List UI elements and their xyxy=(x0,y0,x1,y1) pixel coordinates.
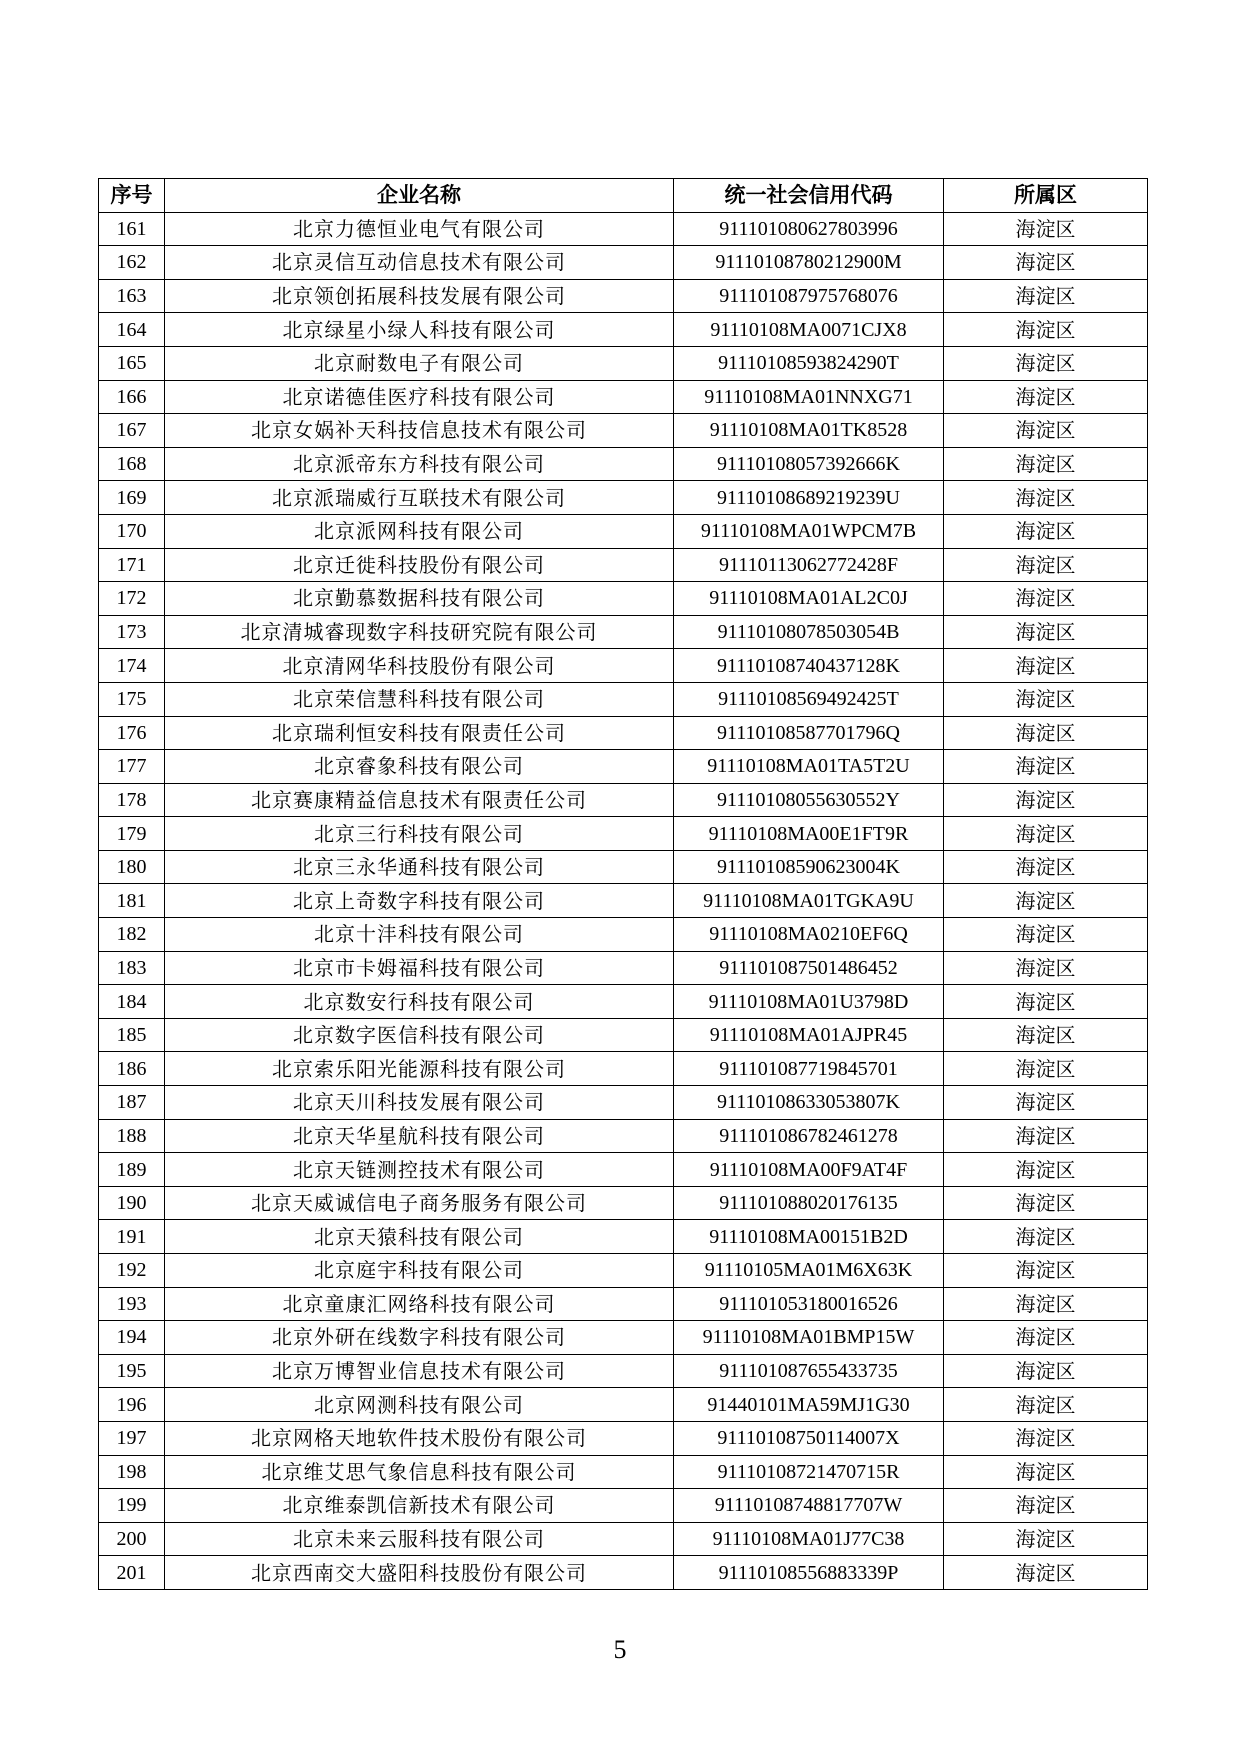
serial-cell: 194 xyxy=(99,1321,165,1355)
serial-cell: 178 xyxy=(99,783,165,817)
district-cell: 海淀区 xyxy=(944,1556,1148,1590)
district-cell: 海淀区 xyxy=(944,1489,1148,1523)
table-row xyxy=(99,1421,1148,1455)
header-credit-code: 统一社会信用代码 xyxy=(674,179,944,213)
table-row xyxy=(99,1119,1148,1153)
company-name-cell: 北京清网华科技股份有限公司 xyxy=(165,649,674,683)
company-name-cell: 北京三永华通科技有限公司 xyxy=(165,850,674,884)
company-name-cell: 北京庭宇科技有限公司 xyxy=(165,1254,674,1288)
serial-cell: 186 xyxy=(99,1052,165,1086)
company-name-cell: 北京天川科技发展有限公司 xyxy=(165,1086,674,1120)
credit-code-cell: 911101088020176135 xyxy=(674,1186,944,1220)
company-name-cell: 北京赛康精益信息技术有限责任公司 xyxy=(165,783,674,817)
table-row xyxy=(99,1086,1148,1120)
district-cell: 海淀区 xyxy=(944,346,1148,380)
district-cell: 海淀区 xyxy=(944,1086,1148,1120)
table-row xyxy=(99,1153,1148,1187)
company-name-cell: 北京领创拓展科技发展有限公司 xyxy=(165,279,674,313)
district-cell: 海淀区 xyxy=(944,985,1148,1019)
district-cell: 海淀区 xyxy=(944,212,1148,246)
table-header-row xyxy=(99,179,1148,213)
district-cell: 海淀区 xyxy=(944,884,1148,918)
table-row xyxy=(99,1052,1148,1086)
serial-cell: 163 xyxy=(99,279,165,313)
credit-code-cell: 91110105MA01M6X63K xyxy=(674,1254,944,1288)
table-row xyxy=(99,313,1148,347)
credit-code-cell: 91110108057392666K xyxy=(674,447,944,481)
company-name-cell: 北京派网科技有限公司 xyxy=(165,514,674,548)
company-name-cell: 北京市卡姆福科技有限公司 xyxy=(165,951,674,985)
district-cell: 海淀区 xyxy=(944,918,1148,952)
district-cell: 海淀区 xyxy=(944,481,1148,515)
company-name-cell: 北京迁徙科技股份有限公司 xyxy=(165,548,674,582)
table-row xyxy=(99,1354,1148,1388)
district-cell: 海淀区 xyxy=(944,682,1148,716)
serial-cell: 174 xyxy=(99,649,165,683)
serial-cell: 170 xyxy=(99,514,165,548)
serial-cell: 198 xyxy=(99,1455,165,1489)
table-row xyxy=(99,414,1148,448)
table-row xyxy=(99,1388,1148,1422)
serial-cell: 187 xyxy=(99,1086,165,1120)
table-row xyxy=(99,918,1148,952)
credit-code-cell: 91110108689219239U xyxy=(674,481,944,515)
credit-code-cell: 91110108MA01AL2C0J xyxy=(674,582,944,616)
table-row xyxy=(99,817,1148,851)
credit-code-cell: 91110108593824290T xyxy=(674,346,944,380)
serial-cell: 161 xyxy=(99,212,165,246)
district-cell: 海淀区 xyxy=(944,850,1148,884)
district-cell: 海淀区 xyxy=(944,1522,1148,1556)
company-name-cell: 北京灵信互动信息技术有限公司 xyxy=(165,246,674,280)
serial-cell: 189 xyxy=(99,1153,165,1187)
table-row xyxy=(99,548,1148,582)
credit-code-cell: 91110108587701796Q xyxy=(674,716,944,750)
district-cell: 海淀区 xyxy=(944,313,1148,347)
district-cell: 海淀区 xyxy=(944,1421,1148,1455)
table-row xyxy=(99,682,1148,716)
district-cell: 海淀区 xyxy=(944,1321,1148,1355)
table-row xyxy=(99,783,1148,817)
district-cell: 海淀区 xyxy=(944,1220,1148,1254)
company-name-cell: 北京网测科技有限公司 xyxy=(165,1388,674,1422)
table-row xyxy=(99,884,1148,918)
district-cell: 海淀区 xyxy=(944,649,1148,683)
serial-cell: 183 xyxy=(99,951,165,985)
serial-cell: 197 xyxy=(99,1421,165,1455)
serial-cell: 172 xyxy=(99,582,165,616)
credit-code-cell: 91110108MA0071CJX8 xyxy=(674,313,944,347)
company-name-cell: 北京索乐阳光能源科技有限公司 xyxy=(165,1052,674,1086)
district-cell: 海淀区 xyxy=(944,380,1148,414)
header-company-name: 企业名称 xyxy=(165,179,674,213)
table-row xyxy=(99,951,1148,985)
serial-cell: 175 xyxy=(99,682,165,716)
serial-cell: 180 xyxy=(99,850,165,884)
serial-cell: 182 xyxy=(99,918,165,952)
credit-code-cell: 911101087719845701 xyxy=(674,1052,944,1086)
serial-cell: 164 xyxy=(99,313,165,347)
table-row xyxy=(99,1522,1148,1556)
district-cell: 海淀区 xyxy=(944,548,1148,582)
table-row xyxy=(99,1321,1148,1355)
credit-code-cell: 911101053180016526 xyxy=(674,1287,944,1321)
credit-code-cell: 911101086782461278 xyxy=(674,1119,944,1153)
credit-code-cell: 91110108780212900M xyxy=(674,246,944,280)
table-row xyxy=(99,649,1148,683)
credit-code-cell: 911101080627803996 xyxy=(674,212,944,246)
district-cell: 海淀区 xyxy=(944,1186,1148,1220)
district-cell: 海淀区 xyxy=(944,750,1148,784)
header-district: 所属区 xyxy=(944,179,1148,213)
table-body xyxy=(99,212,1148,1589)
district-cell: 海淀区 xyxy=(944,582,1148,616)
district-cell: 海淀区 xyxy=(944,514,1148,548)
credit-code-cell: 911101087975768076 xyxy=(674,279,944,313)
serial-cell: 176 xyxy=(99,716,165,750)
company-name-cell: 北京耐数电子有限公司 xyxy=(165,346,674,380)
district-cell: 海淀区 xyxy=(944,279,1148,313)
credit-code-cell: 91110108055630552Y xyxy=(674,783,944,817)
serial-cell: 165 xyxy=(99,346,165,380)
district-cell: 海淀区 xyxy=(944,1254,1148,1288)
credit-code-cell: 91110108MA01WPCM7B xyxy=(674,514,944,548)
serial-cell: 167 xyxy=(99,414,165,448)
company-name-cell: 北京上奇数字科技有限公司 xyxy=(165,884,674,918)
credit-code-cell: 91110108740437128K xyxy=(674,649,944,683)
company-name-cell: 北京派帝东方科技有限公司 xyxy=(165,447,674,481)
company-name-cell: 北京荣信慧科科技有限公司 xyxy=(165,682,674,716)
table-row xyxy=(99,1220,1148,1254)
serial-cell: 185 xyxy=(99,1018,165,1052)
district-cell: 海淀区 xyxy=(944,716,1148,750)
company-name-cell: 北京勤慕数据科技有限公司 xyxy=(165,582,674,616)
district-cell: 海淀区 xyxy=(944,817,1148,851)
company-name-cell: 北京派瑞威行互联技术有限公司 xyxy=(165,481,674,515)
company-name-cell: 北京天华星航科技有限公司 xyxy=(165,1119,674,1153)
company-name-cell: 北京西南交大盛阳科技股份有限公司 xyxy=(165,1556,674,1590)
credit-code-cell: 91110108556883339P xyxy=(674,1556,944,1590)
serial-cell: 191 xyxy=(99,1220,165,1254)
serial-cell: 201 xyxy=(99,1556,165,1590)
credit-code-cell: 91110108MA01TK8528 xyxy=(674,414,944,448)
credit-code-cell: 91110108750114007X xyxy=(674,1421,944,1455)
serial-cell: 181 xyxy=(99,884,165,918)
credit-code-cell: 91110108MA01AJPR45 xyxy=(674,1018,944,1052)
serial-cell: 190 xyxy=(99,1186,165,1220)
district-cell: 海淀区 xyxy=(944,1119,1148,1153)
table-row xyxy=(99,615,1148,649)
credit-code-cell: 91110108MA01J77C38 xyxy=(674,1522,944,1556)
company-name-cell: 北京童康汇网络科技有限公司 xyxy=(165,1287,674,1321)
serial-cell: 179 xyxy=(99,817,165,851)
table-row xyxy=(99,716,1148,750)
district-cell: 海淀区 xyxy=(944,1455,1148,1489)
district-cell: 海淀区 xyxy=(944,1287,1148,1321)
credit-code-cell: 91110108MA01U3798D xyxy=(674,985,944,1019)
credit-code-cell: 91440101MA59MJ1G30 xyxy=(674,1388,944,1422)
serial-cell: 193 xyxy=(99,1287,165,1321)
company-name-cell: 北京万博智业信息技术有限公司 xyxy=(165,1354,674,1388)
serial-cell: 195 xyxy=(99,1354,165,1388)
credit-code-cell: 91110108721470715R xyxy=(674,1455,944,1489)
table-row xyxy=(99,447,1148,481)
credit-code-cell: 91110108748817707W xyxy=(674,1489,944,1523)
district-cell: 海淀区 xyxy=(944,783,1148,817)
table-row xyxy=(99,212,1148,246)
company-name-cell: 北京十沣科技有限公司 xyxy=(165,918,674,952)
credit-code-cell: 91110108078503054B xyxy=(674,615,944,649)
credit-code-cell: 911101087655433735 xyxy=(674,1354,944,1388)
district-cell: 海淀区 xyxy=(944,414,1148,448)
company-name-cell: 北京三行科技有限公司 xyxy=(165,817,674,851)
company-name-cell: 北京睿象科技有限公司 xyxy=(165,750,674,784)
credit-code-cell: 91110108MA01BMP15W xyxy=(674,1321,944,1355)
credit-code-cell: 91110108MA00E1FT9R xyxy=(674,817,944,851)
district-cell: 海淀区 xyxy=(944,246,1148,280)
district-cell: 海淀区 xyxy=(944,1153,1148,1187)
serial-cell: 173 xyxy=(99,615,165,649)
table-row xyxy=(99,1287,1148,1321)
credit-code-cell: 91110108MA01TGKA9U xyxy=(674,884,944,918)
credit-code-cell: 911101087501486452 xyxy=(674,951,944,985)
serial-cell: 162 xyxy=(99,246,165,280)
table-row xyxy=(99,1455,1148,1489)
table-row xyxy=(99,1018,1148,1052)
company-name-cell: 北京瑞利恒安科技有限责任公司 xyxy=(165,716,674,750)
table-row xyxy=(99,985,1148,1019)
serial-cell: 184 xyxy=(99,985,165,1019)
company-name-cell: 北京网格天地软件技术股份有限公司 xyxy=(165,1421,674,1455)
serial-cell: 169 xyxy=(99,481,165,515)
credit-code-cell: 91110108633053807K xyxy=(674,1086,944,1120)
credit-code-cell: 91110108MA00F9AT4F xyxy=(674,1153,944,1187)
company-name-cell: 北京未来云服科技有限公司 xyxy=(165,1522,674,1556)
company-name-cell: 北京诺德佳医疗科技有限公司 xyxy=(165,380,674,414)
serial-cell: 188 xyxy=(99,1119,165,1153)
district-cell: 海淀区 xyxy=(944,1388,1148,1422)
credit-code-cell: 91110113062772428F xyxy=(674,548,944,582)
district-cell: 海淀区 xyxy=(944,615,1148,649)
credit-code-cell: 91110108MA0210EF6Q xyxy=(674,918,944,952)
company-name-cell: 北京天猿科技有限公司 xyxy=(165,1220,674,1254)
serial-cell: 168 xyxy=(99,447,165,481)
serial-cell: 166 xyxy=(99,380,165,414)
table-row xyxy=(99,1489,1148,1523)
district-cell: 海淀区 xyxy=(944,1354,1148,1388)
district-cell: 海淀区 xyxy=(944,447,1148,481)
table-row xyxy=(99,246,1148,280)
enterprise-table xyxy=(98,178,1148,1590)
company-name-cell: 北京外研在线数字科技有限公司 xyxy=(165,1321,674,1355)
company-name-cell: 北京维泰凯信新技术有限公司 xyxy=(165,1489,674,1523)
serial-cell: 171 xyxy=(99,548,165,582)
company-name-cell: 北京清城睿现数字科技研究院有限公司 xyxy=(165,615,674,649)
serial-cell: 199 xyxy=(99,1489,165,1523)
district-cell: 海淀区 xyxy=(944,951,1148,985)
company-name-cell: 北京数字医信科技有限公司 xyxy=(165,1018,674,1052)
table-row xyxy=(99,514,1148,548)
credit-code-cell: 91110108590623004K xyxy=(674,850,944,884)
company-name-cell: 北京女娲补天科技信息技术有限公司 xyxy=(165,414,674,448)
company-name-cell: 北京维艾思气象信息科技有限公司 xyxy=(165,1455,674,1489)
company-name-cell: 北京数安行科技有限公司 xyxy=(165,985,674,1019)
page-number: 5 xyxy=(613,1635,627,1664)
company-name-cell: 北京天威诚信电子商务服务有限公司 xyxy=(165,1186,674,1220)
district-cell: 海淀区 xyxy=(944,1018,1148,1052)
table-row xyxy=(99,279,1148,313)
district-cell: 海淀区 xyxy=(944,1052,1148,1086)
credit-code-cell: 91110108569492425T xyxy=(674,682,944,716)
header-serial: 序号 xyxy=(99,179,165,213)
serial-cell: 177 xyxy=(99,750,165,784)
table-row xyxy=(99,750,1148,784)
credit-code-cell: 91110108MA01TA5T2U xyxy=(674,750,944,784)
table-row xyxy=(99,582,1148,616)
company-name-cell: 北京绿星小绿人科技有限公司 xyxy=(165,313,674,347)
table-row xyxy=(99,380,1148,414)
serial-cell: 200 xyxy=(99,1522,165,1556)
company-name-cell: 北京天链测控技术有限公司 xyxy=(165,1153,674,1187)
serial-cell: 196 xyxy=(99,1388,165,1422)
company-name-cell: 北京力德恒业电气有限公司 xyxy=(165,212,674,246)
table-row xyxy=(99,1186,1148,1220)
credit-code-cell: 91110108MA00151B2D xyxy=(674,1220,944,1254)
table-row xyxy=(99,1254,1148,1288)
table-row xyxy=(99,850,1148,884)
table-row xyxy=(99,346,1148,380)
credit-code-cell: 91110108MA01NNXG71 xyxy=(674,380,944,414)
table-row xyxy=(99,481,1148,515)
table-row xyxy=(99,1556,1148,1590)
serial-cell: 192 xyxy=(99,1254,165,1288)
